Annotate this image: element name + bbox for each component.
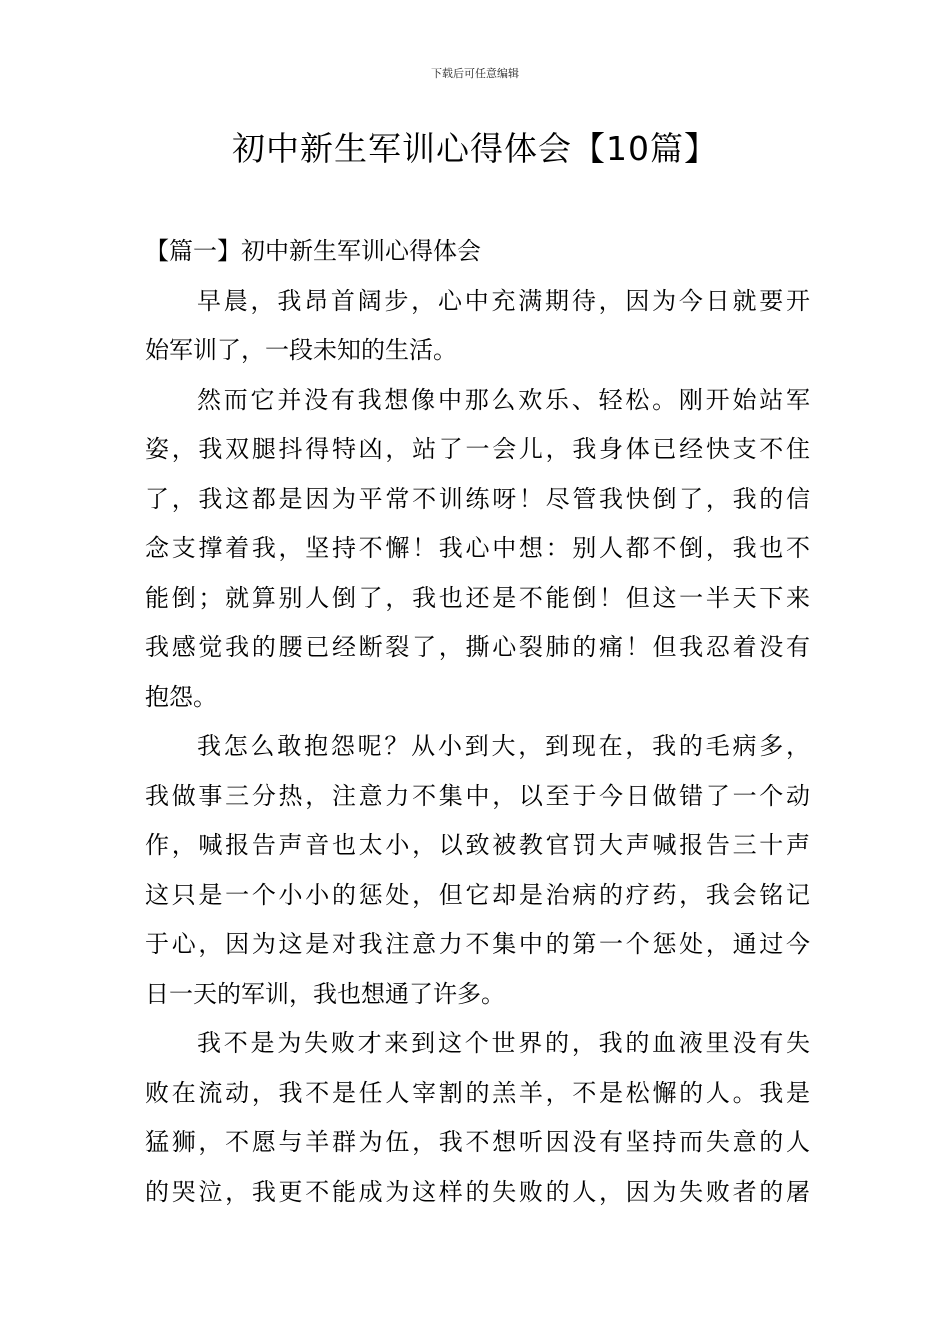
paragraph-3 bbox=[145, 722, 810, 1019]
paragraph-line: 早晨，我昂首阔步，心中充满期待，因为今日就要开 bbox=[197, 286, 810, 315]
paragraph-line: 始军训了，一段未知的生活。 bbox=[145, 336, 457, 364]
section-heading: 【篇一】初中新生军训心得体会 bbox=[145, 237, 481, 265]
paragraph-4 bbox=[145, 1019, 810, 1217]
paragraph-line: 我感觉我的腰已经断裂了，撕心裂肺的痛！但我忍着没有 bbox=[145, 633, 810, 661]
paragraph-line: 日一天的军训，我也想通了许多。 bbox=[145, 979, 505, 1008]
header-note: 下载后可任意编辑 bbox=[431, 67, 519, 80]
paragraph-line: 猛狮，不愿与羊群为伍，我不想听因没有坚持而失意的人 bbox=[145, 1128, 810, 1156]
paragraph-line: 念支撑着我，坚持不懈！我心中想：别人都不倒，我也不 bbox=[145, 534, 810, 562]
document-body bbox=[145, 227, 810, 1217]
paragraph-line: 作，喊报告声音也太小，以致被教官罚大声喊报告三十声 bbox=[145, 831, 810, 859]
paragraph-line: 能倒；就算别人倒了，我也还是不能倒！但这一半天下来 bbox=[145, 583, 810, 612]
paragraph-line: 抱怨。 bbox=[145, 682, 217, 711]
paragraph-line: 然而它并没有我想像中那么欢乐、轻松。刚开始站军 bbox=[197, 385, 810, 414]
paragraph-line: 败在流动，我不是任人宰割的羔羊，不是松懈的人。我是 bbox=[145, 1078, 810, 1107]
paragraph-line: 这只是一个小小的惩处，但它却是治病的疗药，我会铭记 bbox=[145, 880, 810, 909]
paragraph-line: 我不是为失败才来到这个世界的，我的血液里没有失 bbox=[197, 1029, 810, 1057]
paragraph-1 bbox=[145, 277, 810, 376]
paragraph-line: 了，我这都是因为平常不训练呀！尽管我快倒了，我的信 bbox=[145, 484, 810, 513]
paragraph-line: 我做事三分热，注意力不集中，以至于今日做错了一个动 bbox=[145, 781, 810, 810]
document-title: 初中新生军训心得体会【10篇】 bbox=[232, 129, 718, 168]
paragraph-2 bbox=[145, 376, 810, 723]
paragraph-line: 姿，我双腿抖得特凶，站了一会儿，我身体已经快支不住 bbox=[145, 435, 810, 463]
paragraph-line: 的哭泣，我更不能成为这样的失败的人，因为失败者的屠 bbox=[145, 1177, 810, 1206]
paragraph-line: 我怎么敢抱怨呢？从小到大，到现在，我的毛病多， bbox=[197, 732, 810, 760]
paragraph-line: 于心，因为这是对我注意力不集中的第一个惩处，通过今 bbox=[145, 930, 810, 958]
